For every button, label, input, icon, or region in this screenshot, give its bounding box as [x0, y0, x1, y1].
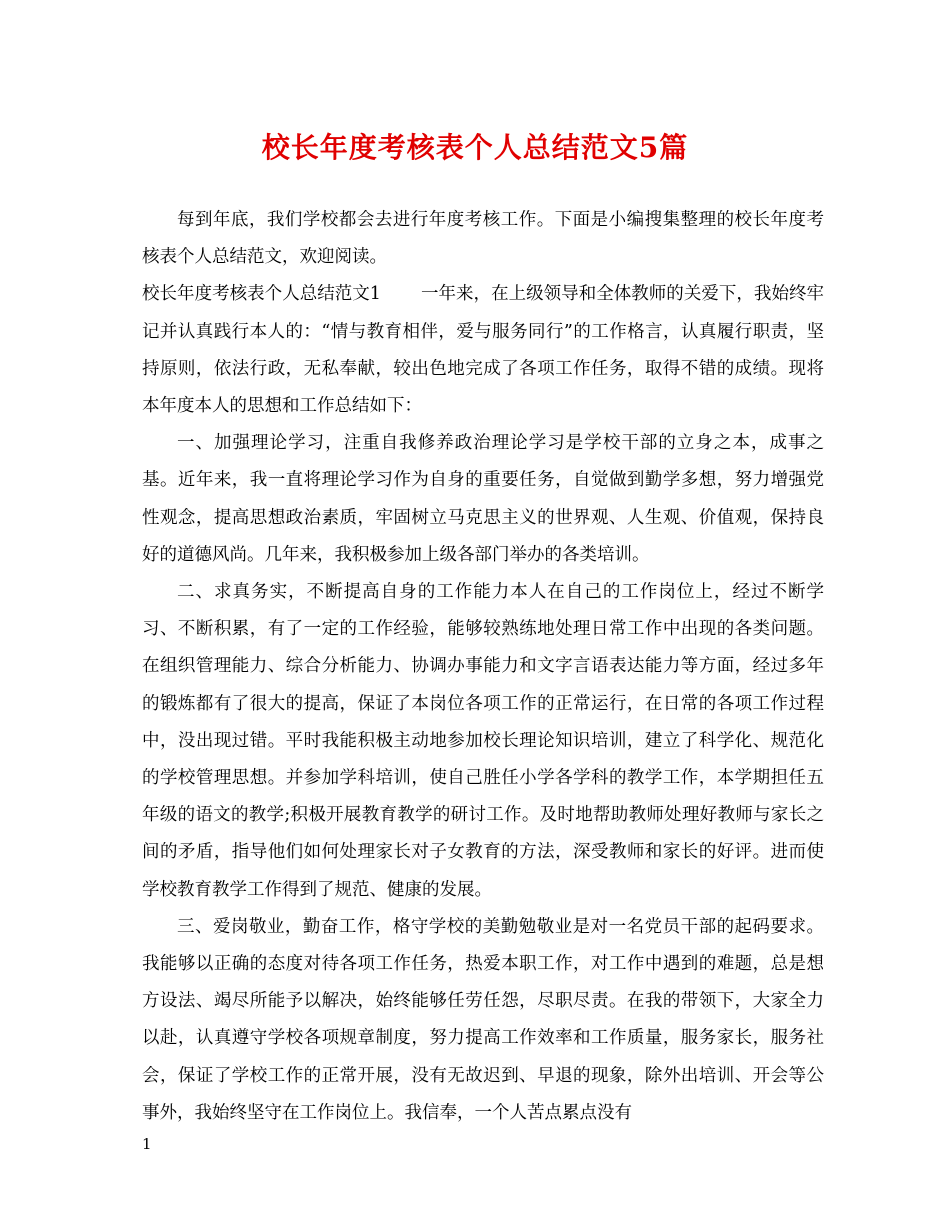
intro-paragraph: 每到年底，我们学校都会去进行年度考核工作。下面是小编搜集整理的校长年度考核表个人总结范文，欢迎阅读。: [142, 210, 824, 268]
paragraph-dedication: 三、爱岗敬业，勤奋工作，格守学校的美勤勉敬业是对一名党员干部的起码要求。我能够以正确的态度对待各项工作任务，热爱本职工作，对工作中遇到的难题，总是想方设法、竭尽所能予以解决，始终能够任劳任怨，尽职尽责。在我的带领下，大家全力以赴，认真遵守学校各项规章制度，努力提高工作效率和工作质量，服务家长，服务社会，保证了学校工作的正常开展，没有无故迟到、早退的现象，除外出培训、开会等公事外，我始终坚守在工作岗位上。我信奉，一个人苦点累点没有: [142, 916, 824, 1123]
section-heading: 校长年度考核表个人总结范文1: [142, 284, 381, 305]
section-opening: 一年来，在上级领导和全体教师的关爱下，我始终牢记并认真践行本人的：“情与教育相伴，爱与服务同行”的工作格言，认真履行职责，坚持原则，依法行政，无私奉献，较出色地完成了各项工作任务，取得不错的成绩。现将本年度本人的思想和工作总结如下：: [142, 284, 825, 417]
page-number: 1: [142, 1135, 152, 1153]
document-title: 校长年度考核表个人总结范文5篇: [261, 131, 689, 164]
paragraph-work-ability: 二、求真务实，不断提高自身的工作能力本人在自己的工作岗位上，经过不断学习、不断积累，有了一定的工作经验，能够较熟练地处理日常工作中出现的各类问题。在组织管理能力、综合分析能力、协调办事能力和文字言语表达能力等方面，经过多年的锻炼都有了很大的提高，保证了本岗位各项工作的正常运行，在日常的各项工作过程中，没出现过错。平时我能积极主动地参加校长理论知识培训，建立了科学化、规范化的学校管理思想。并参加学科培训，使自己胜任小学各学科的教学工作，本学期担任五年级的语文的教学;积极开展教育教学的研讨工作。及时地帮助教师处理好教师与家长之间的矛盾，指导他们如何处理家长对子女教育的方法，深受教师和家长的好评。进而使学校教育教学工作得到了规范、健康的发展。: [142, 582, 824, 900]
paragraph-theory-study: 一、加强理论学习，注重自我修养政治理论学习是学校干部的立身之本，成事之基。近年来，我一直将理论学习作为自身的重要任务，自觉做到勤学多想，努力增强党性观念，提高思想政治素质，牢固树立马克思主义的世界观、人生观、价值观，保持良好的道德风尚。几年来，我积极参加上级各部门举办的各类培训。: [142, 433, 824, 565]
document-body: [142, 202, 824, 1132]
section-paragraph: [142, 276, 824, 425]
